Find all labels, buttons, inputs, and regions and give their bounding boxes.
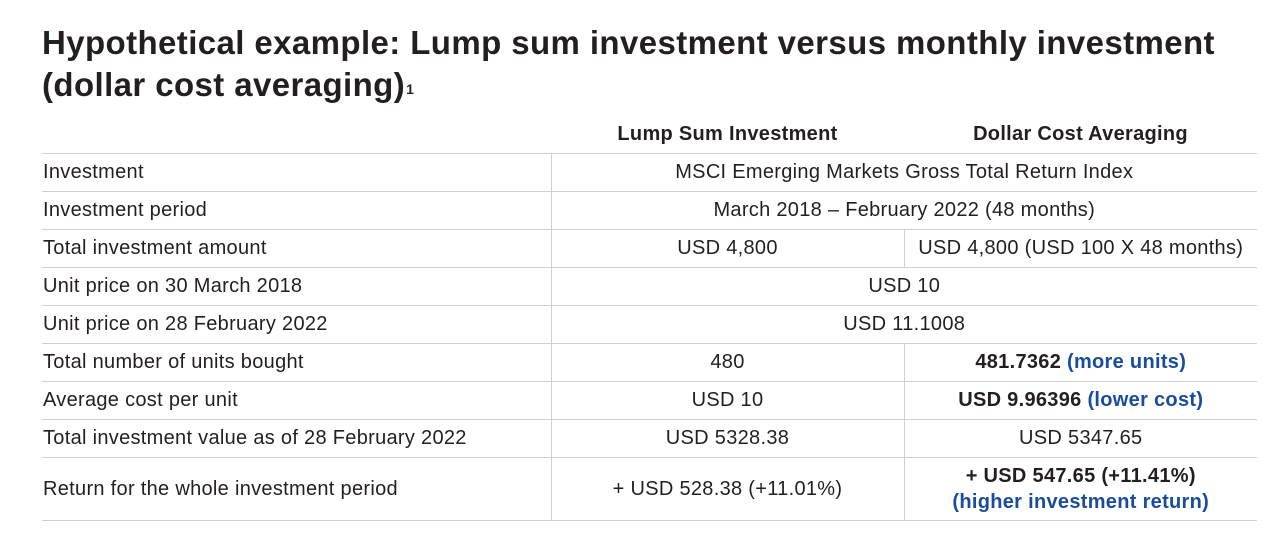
table-row	[42, 192, 1257, 230]
page-title	[42, 22, 1257, 106]
cell-amount-dca: USD 4,800 (USD 100 X 48 months)	[904, 230, 1257, 268]
table-row	[42, 458, 1257, 521]
header-empty	[42, 116, 551, 154]
footnote-marker: 1	[406, 81, 415, 97]
cell-avg-cost-dca	[904, 382, 1257, 420]
cell-return-dca	[904, 458, 1257, 521]
table-header-row	[42, 116, 1257, 154]
cell-return-lump-sum: + USD 528.38 (+11.01%)	[551, 458, 904, 521]
row-label-investment: Investment	[42, 154, 551, 192]
cell-price-end: USD 11.1008	[551, 306, 1257, 344]
units-dca-note: (more units)	[1067, 351, 1187, 373]
table-row	[42, 420, 1257, 458]
return-dca-value: + USD 547.65 (+11.41%)	[965, 465, 1196, 487]
table-row	[42, 306, 1257, 344]
header-dca: Dollar Cost Averaging	[904, 116, 1257, 154]
table-row	[42, 344, 1257, 382]
row-label-price-start: Unit price on 30 March 2018	[42, 268, 551, 306]
cell-price-start: USD 10	[551, 268, 1257, 306]
header-lump-sum: Lump Sum Investment	[551, 116, 904, 154]
row-label-units: Total number of units bought	[42, 344, 551, 382]
table-row	[42, 382, 1257, 420]
row-label-return: Return for the whole investment period	[42, 458, 551, 521]
cell-period: March 2018 – February 2022 (48 months)	[551, 192, 1257, 230]
row-label-period: Investment period	[42, 192, 551, 230]
units-dca-value: 481.7362	[975, 351, 1062, 373]
row-label-price-end: Unit price on 28 February 2022	[42, 306, 551, 344]
table-row	[42, 154, 1257, 192]
table-row	[42, 230, 1257, 268]
table-row	[42, 268, 1257, 306]
cell-investment: MSCI Emerging Markets Gross Total Return Index	[551, 154, 1257, 192]
return-dca-note: (higher investment return)	[952, 491, 1210, 513]
cell-value-end-dca: USD 5347.65	[904, 420, 1257, 458]
row-label-amount: Total investment amount	[42, 230, 551, 268]
cell-units-lump-sum: 480	[551, 344, 904, 382]
cell-units-dca	[904, 344, 1257, 382]
avg-cost-dca-note: (lower cost)	[1087, 389, 1204, 411]
comparison-table	[42, 116, 1257, 521]
cell-value-end-lump-sum: USD 5328.38	[551, 420, 904, 458]
avg-cost-dca-value: USD 9.96396	[958, 389, 1082, 411]
cell-avg-cost-lump-sum: USD 10	[551, 382, 904, 420]
title-text: Hypothetical example: Lump sum investment versus monthly investment (dollar cost averaging)	[42, 24, 1215, 103]
row-label-value-end: Total investment value as of 28 February 2022	[42, 420, 551, 458]
row-label-avg-cost: Average cost per unit	[42, 382, 551, 420]
cell-amount-lump-sum: USD 4,800	[551, 230, 904, 268]
